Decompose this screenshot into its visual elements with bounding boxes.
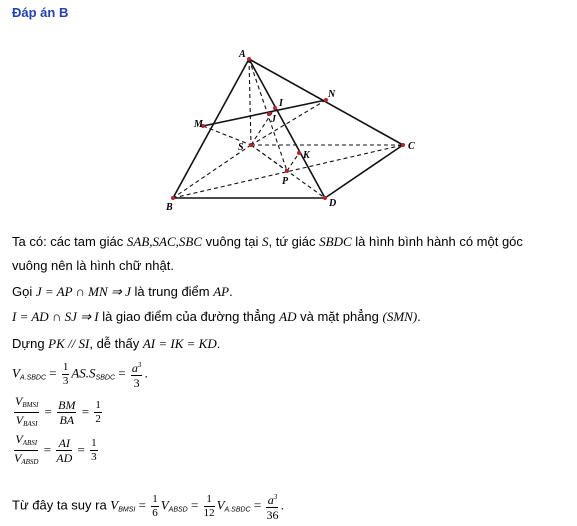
- numerator: AI: [56, 437, 72, 451]
- fraction: [62, 362, 70, 387]
- answer-header: Đáp án B: [12, 5, 69, 20]
- text: Gọi: [12, 284, 36, 299]
- math: J = AP ∩ MN ⇒ J: [35, 284, 131, 299]
- fraction: [57, 399, 76, 426]
- numerator: 1: [204, 494, 215, 507]
- math: S: [262, 234, 269, 249]
- operator: =: [250, 497, 265, 513]
- text: .: [417, 309, 421, 324]
- subscript: BASI: [23, 420, 38, 428]
- subscript: BMSI: [22, 401, 39, 409]
- denominator: 3: [91, 451, 97, 463]
- numerator: V: [15, 432, 23, 446]
- denominator: BA: [59, 413, 75, 427]
- math: V: [160, 497, 169, 513]
- fraction: [90, 438, 98, 463]
- math: PK // SI: [48, 336, 90, 351]
- equation-2: [12, 395, 104, 430]
- denominator: 3: [62, 374, 69, 387]
- equation-1: [12, 359, 148, 389]
- fraction: [151, 494, 159, 519]
- superscript: 3: [273, 493, 278, 501]
- numerator: a: [267, 493, 274, 507]
- fraction: [56, 437, 72, 464]
- numerator: 1: [95, 399, 101, 411]
- operator: =: [135, 497, 150, 513]
- denominator: 12: [203, 506, 215, 519]
- label-P: P: [282, 176, 289, 187]
- label-N: N: [328, 89, 336, 100]
- operator: =: [187, 497, 202, 513]
- numerator: V: [15, 394, 23, 408]
- numerator: 1: [62, 360, 69, 373]
- math: AS.S: [71, 365, 96, 381]
- operator: =: [46, 365, 60, 381]
- label-S: S: [238, 142, 244, 153]
- fraction: [14, 433, 38, 468]
- solution-line-1: [12, 234, 523, 250]
- label-I: I: [279, 98, 283, 109]
- numerator: 1: [91, 437, 97, 449]
- numerator: BM: [58, 398, 76, 412]
- subscript: ABSD: [168, 506, 188, 514]
- operator: =: [115, 365, 129, 381]
- subscript: A.SBDC: [224, 506, 251, 514]
- equation-3: [12, 433, 100, 468]
- text: .: [229, 284, 233, 299]
- operator: =: [40, 441, 55, 457]
- subscript: SBDC: [95, 374, 116, 382]
- subscript: ABSI: [22, 439, 38, 447]
- subscript: BMSI: [118, 506, 136, 514]
- text: .: [216, 336, 221, 351]
- fraction: [94, 400, 102, 425]
- text: , tứ giác: [268, 234, 320, 249]
- text: .: [280, 497, 285, 513]
- math: SAB,SAC,SBC: [126, 234, 202, 249]
- denominator: V: [15, 413, 24, 427]
- subscript: ABSD: [21, 458, 39, 466]
- text: là trung điểm: [130, 284, 214, 299]
- solution-line-4: [12, 309, 421, 325]
- subscript: A.SBDC: [19, 374, 47, 382]
- denominator: 3: [133, 376, 140, 390]
- fraction: [204, 494, 215, 519]
- label-M: M: [194, 119, 203, 130]
- operator: =: [74, 441, 89, 457]
- numerator: a: [131, 361, 138, 375]
- label-K: K: [303, 150, 310, 161]
- math: I = AD ∩ SJ ⇒ I: [12, 309, 99, 324]
- math: AD: [279, 309, 297, 324]
- fraction: [266, 491, 278, 521]
- geometry-figure: [150, 40, 430, 215]
- operator: =: [41, 403, 56, 419]
- text: và mặt phẳng: [296, 309, 383, 324]
- denominator: 6: [152, 506, 158, 519]
- final-equation: [12, 491, 284, 521]
- denominator: 36: [266, 508, 279, 522]
- math: SBDC: [319, 234, 352, 249]
- label-J: J: [271, 114, 276, 125]
- math: V: [12, 365, 20, 381]
- math: V: [216, 497, 225, 513]
- math: AI = IK = KD: [142, 336, 217, 351]
- text: Từ đây ta suy ra: [12, 497, 111, 513]
- solution-line-3: [12, 284, 233, 300]
- math: (SMN): [382, 309, 418, 324]
- denominator: AD: [56, 451, 73, 465]
- numerator: 1: [152, 492, 158, 505]
- superscript: 3: [137, 361, 142, 369]
- denominator: V: [14, 451, 22, 465]
- solution-line-2: vuông nên là hình chữ nhật.: [12, 258, 174, 273]
- solution-line-5: [12, 336, 220, 352]
- label-B: B: [166, 202, 173, 213]
- denominator: 2: [95, 413, 101, 425]
- fraction: [14, 395, 39, 430]
- text: là hình bình hành có một góc: [351, 234, 523, 249]
- math: AP: [213, 284, 230, 299]
- text: là giao điểm của đường thẳng: [98, 309, 280, 324]
- text: , dễ thấy: [89, 336, 143, 351]
- operator: =: [78, 403, 93, 419]
- math: V: [110, 497, 119, 513]
- label-C: C: [408, 141, 415, 152]
- text: vuông tại: [202, 234, 262, 249]
- text: Ta có: các tam giác: [12, 234, 127, 249]
- text: .: [144, 365, 148, 381]
- label-D: D: [329, 198, 337, 209]
- fraction: [131, 359, 143, 389]
- text: Dựng: [12, 336, 49, 351]
- label-A: A: [239, 49, 246, 60]
